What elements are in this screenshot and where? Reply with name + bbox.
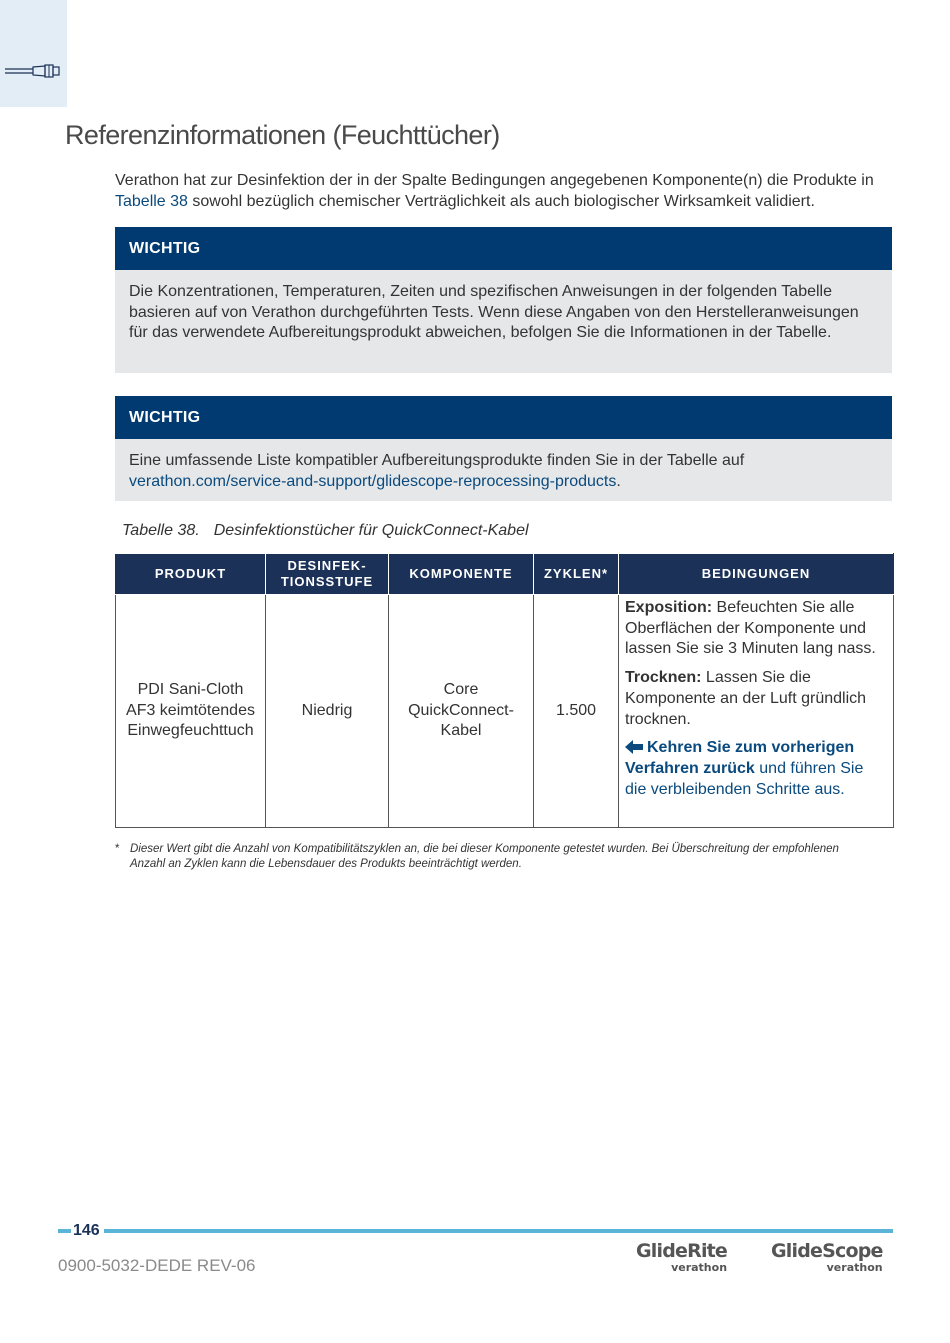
- bar-line-right: [104, 1229, 893, 1233]
- brand-sub: verathon: [826, 1261, 883, 1274]
- notice-body: [115, 439, 892, 501]
- exposure-label: Exposition:: [625, 599, 713, 616]
- table-footnote: [115, 842, 875, 872]
- cell-cycles: 1.500: [534, 595, 619, 828]
- exposure-text: Befeuchten Sie alle Oberflächen der Komponente und lassen Sie sie 3 Minuten lang nass.: [625, 599, 876, 658]
- header-level-line2: TIONSSTUFE: [280, 574, 374, 589]
- notice-heading: WICHTIG: [115, 396, 892, 439]
- return-link-bold: Kehren Sie zum vorherigen Verfahren zurück: [625, 739, 855, 777]
- chapter-tab: [0, 0, 67, 107]
- page-number-bar: [58, 1221, 893, 1241]
- gliderite-logo: [636, 1240, 727, 1274]
- cell-level: Niedrig: [266, 595, 389, 828]
- table-row: [116, 595, 894, 828]
- link-suffix: .: [616, 472, 621, 490]
- bar-line-left: [58, 1229, 71, 1233]
- notice-body: Die Konzentrationen, Temperaturen, Zeiten und spezifischen Anweisungen in der folgenden Tabelle basieren auf von Verathon durchgeführten Tests. Wenn diese Angaben von den Herstelleranweisungen für das verwendete Aufbereitungsprodukt abweichen, befolgen Sie die Informationen in der Tabelle.: [115, 270, 892, 373]
- exposure-instruction: [625, 598, 887, 660]
- brand-name: GlideScope: [771, 1240, 883, 1262]
- intro-text-before: Verathon hat zur Desinfektion der in der Spalte Bedingungen angegebenen Komponente(n) die Produkte in: [115, 172, 874, 189]
- disinfection-table: [115, 553, 894, 828]
- table-reference-link[interactable]: Tabelle 38: [115, 193, 188, 210]
- document-number: 0900-5032-DEDE REV-06: [58, 1256, 256, 1275]
- table-caption: [122, 522, 529, 540]
- page-number: 146: [73, 1222, 100, 1239]
- cell-conditions: [619, 595, 894, 828]
- caption-title: Desinfektionstücher für QuickConnect-Kabel: [213, 522, 529, 539]
- brand-sub: verathon: [671, 1261, 728, 1274]
- return-to-procedure-link[interactable]: [625, 738, 887, 800]
- left-arrow-icon: [625, 740, 643, 754]
- caption-number: Tabelle 38.: [122, 522, 200, 539]
- reprocessing-products-link[interactable]: verathon.com/service-and-support/glidescope-reprocessing-products: [129, 472, 617, 490]
- header-conditions: BEDINGUNGEN: [619, 554, 894, 595]
- important-notice-1: [115, 227, 892, 373]
- table-header-row: [116, 554, 894, 595]
- notice-text: Eine umfassende Liste kompatibler Aufbereitungsprodukte finden Sie in der Tabelle auf: [129, 452, 745, 469]
- return-link-text: und führen Sie die verbleibenden Schritte aus.: [625, 759, 864, 798]
- dry-text: Lassen Sie die Komponente an der Luft gründlich trocknen.: [625, 669, 867, 728]
- header-level-line1: DESINFEK-: [287, 558, 367, 573]
- header-product: PRODUKT: [116, 554, 266, 595]
- header-component: KOMPONENTE: [389, 554, 534, 595]
- header-disinfection-level: [266, 554, 389, 595]
- cell-product: PDI Sani-Cloth AF3 keimtötendes Einwegfeuchttuch: [116, 595, 266, 828]
- cell-component: Core QuickConnect-Kabel: [389, 595, 534, 828]
- dry-label: Trocknen:: [625, 669, 702, 687]
- footnote-text: Dieser Wert gibt die Anzahl von Kompatibilitätszyklen an, die bei dieser Komponente getestet wurden. Bei Überschreitung der empfohlenen Anzahl an Zyklen kann die Lebensdauer des Produkts beeinträchtigt werden.: [130, 843, 839, 870]
- intro-text-after: sowohl bezüglich chemischer Verträglichkeit als auch biologischer Wirksamkeit validiert.: [187, 193, 815, 210]
- footnote-marker: *: [115, 843, 120, 855]
- cable-connector-icon: [5, 62, 61, 82]
- intro-paragraph: [115, 170, 895, 212]
- important-notice-2: [115, 396, 892, 501]
- notice-heading: WICHTIG: [115, 227, 892, 270]
- header-cycles: ZYKLEN*: [534, 554, 619, 595]
- glidescope-logo: [771, 1240, 883, 1274]
- brand-name: GlideRite: [636, 1240, 728, 1262]
- dry-instruction: [625, 668, 887, 730]
- page-title: Referenzinformationen (Feuchttücher): [65, 120, 500, 150]
